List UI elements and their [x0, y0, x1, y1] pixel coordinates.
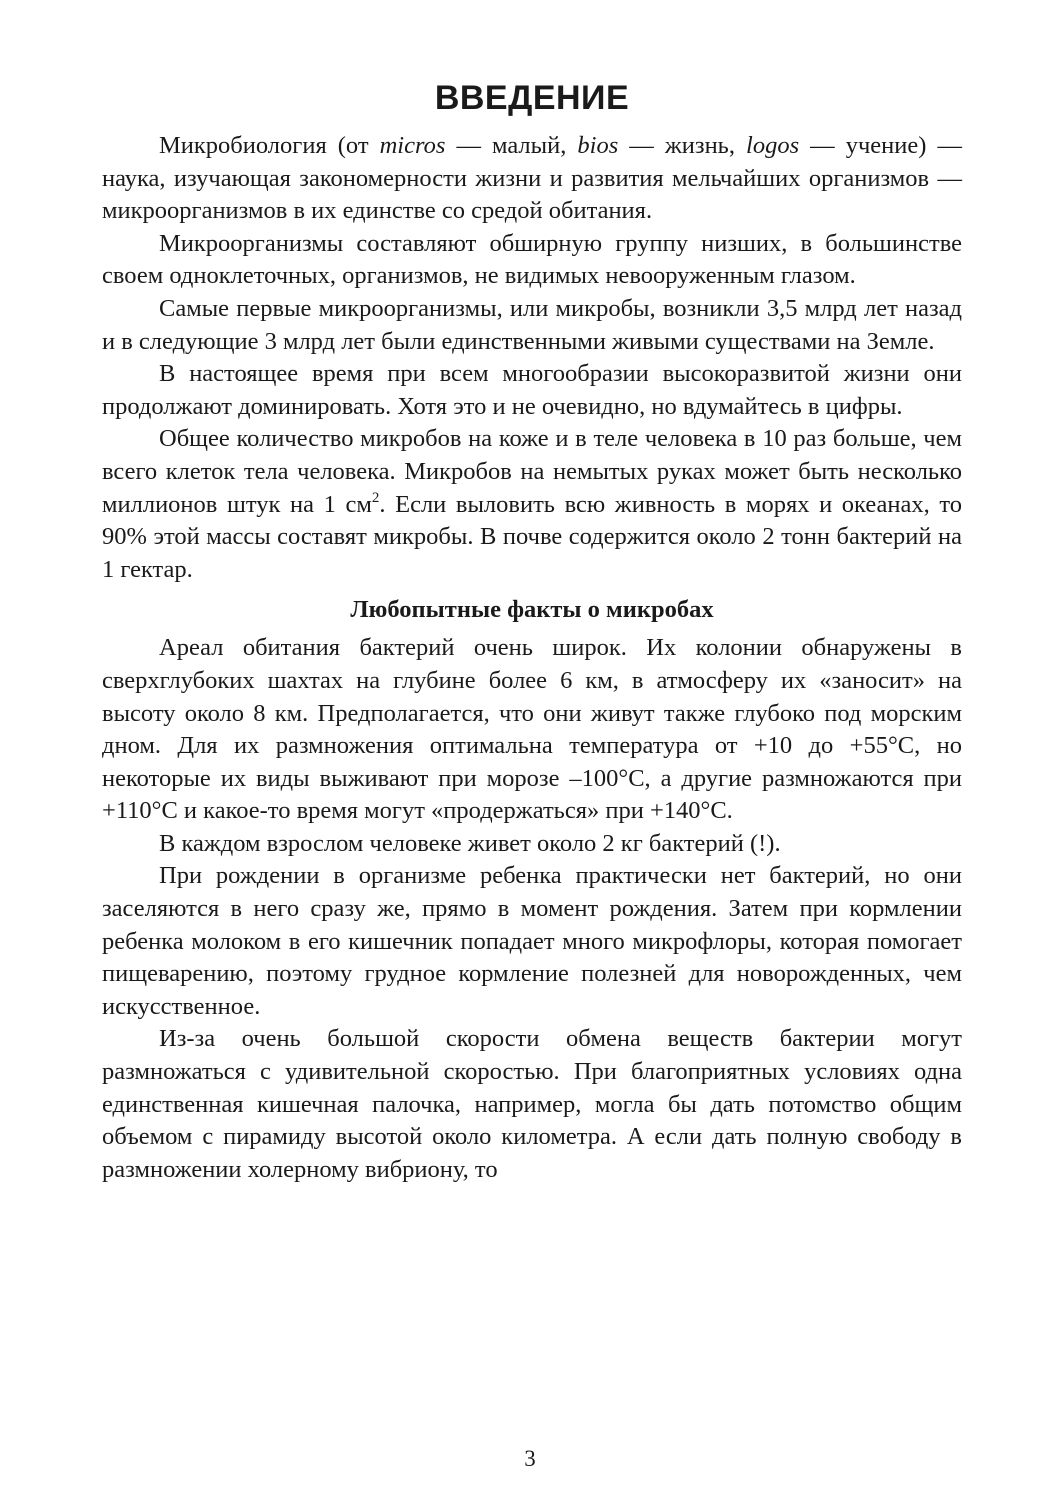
intro-p5-text-2: . Если выловить всю живность в морях и океанах, то 90% этой массы составят микробы. В почве содержится около 2 тонн бактерий на 1 гектар. — [102, 490, 963, 583]
superscript-2: 2 — [371, 489, 380, 506]
section-heading: Любопытные факты о микробах — [350, 596, 714, 624]
intro-p5-text-1: Общее количество микробов на коже и в теле человека в 10 раз больше, чем всего клеток тела человека. Микробов на немытых руках может быть несколько миллионов штук на 1 см — [102, 425, 962, 518]
page-title: ВВЕДЕНИЕ — [434, 79, 630, 117]
intro-p1-text-2: — малый, — [445, 132, 578, 159]
section-paragraph-3: При рождении в организме ребенка практически нет бактерий, но они заселяются в него сразу же, прямо в момент рождения. Затем при кормлении ребенка молоком в его кишечник попадает много микрофлоры, которая помогает пищеварению, поэтому грудное кормление полезней для новорожденных, чем искусственное. — [102, 862, 962, 1020]
section-paragraph-1: Ареал обитания бактерий очень широк. Их колонии обнаружены в сверхглубоких шахтах на глубине более 6 км, в атмосферу их «заносит» на высоту около 8 км. Предполагается, что они живут также глубоко под морским дном. Для их размножения оптимальна температура от +10 до +55°С, но некоторые их виды выживают при морозе –100°С, а другие размножаются при +110°С и какое-то время могут «продержаться» при +140°С. — [102, 634, 962, 825]
intro-paragraph-3: Самые первые микроорганизмы, или микробы, возникли 3,5 млрд лет назад и в следующие 3 млрд лет были единственными живыми существами на Земле. — [102, 294, 962, 355]
intro-p1-text-1: Микробиология (от — [159, 132, 380, 159]
page-number: 3 — [524, 1446, 536, 1471]
intro-paragraph-4: В настоящее время при всем многообразии высокоразвитой жизни они продолжают доминировать. Хотя это и не очевидно, но вдумайтесь в цифры. — [102, 360, 962, 420]
section-paragraph-4: Из-за очень большой скорости обмена веществ бактерии могут размножаться с удивительной скоростью. При благоприятных условиях одна единственная кишечная палочка, например, могла бы дать потомство общим объемом с пирамиду высотой около километра. А если дать полную свободу в размножении холерному вибриону, то — [102, 1025, 962, 1183]
intro-paragraph-1 — [102, 130, 962, 228]
section-paragraph-2: В каждом взрослом человеке живет около 2 кг бактерий (!). — [159, 829, 781, 857]
intro-paragraph-2: Микроорганизмы составляют обширную группу низших, в большинстве своем одноклеточных, организмов, не видимых невооруженным глазом. — [102, 229, 962, 290]
term-micros: micros — [379, 132, 446, 159]
intro-p1-text-4: — учение) — наука, изучающая закономерности жизни и развития мельчайших организмов — микроорганизмов в их единстве со средой обитания. — [102, 132, 962, 225]
term-bios: bios — [577, 132, 619, 159]
intro-paragraph-5 — [102, 423, 962, 586]
intro-p1-text-3: — жизнь, — [618, 132, 747, 159]
term-logos: logos — [746, 132, 800, 159]
